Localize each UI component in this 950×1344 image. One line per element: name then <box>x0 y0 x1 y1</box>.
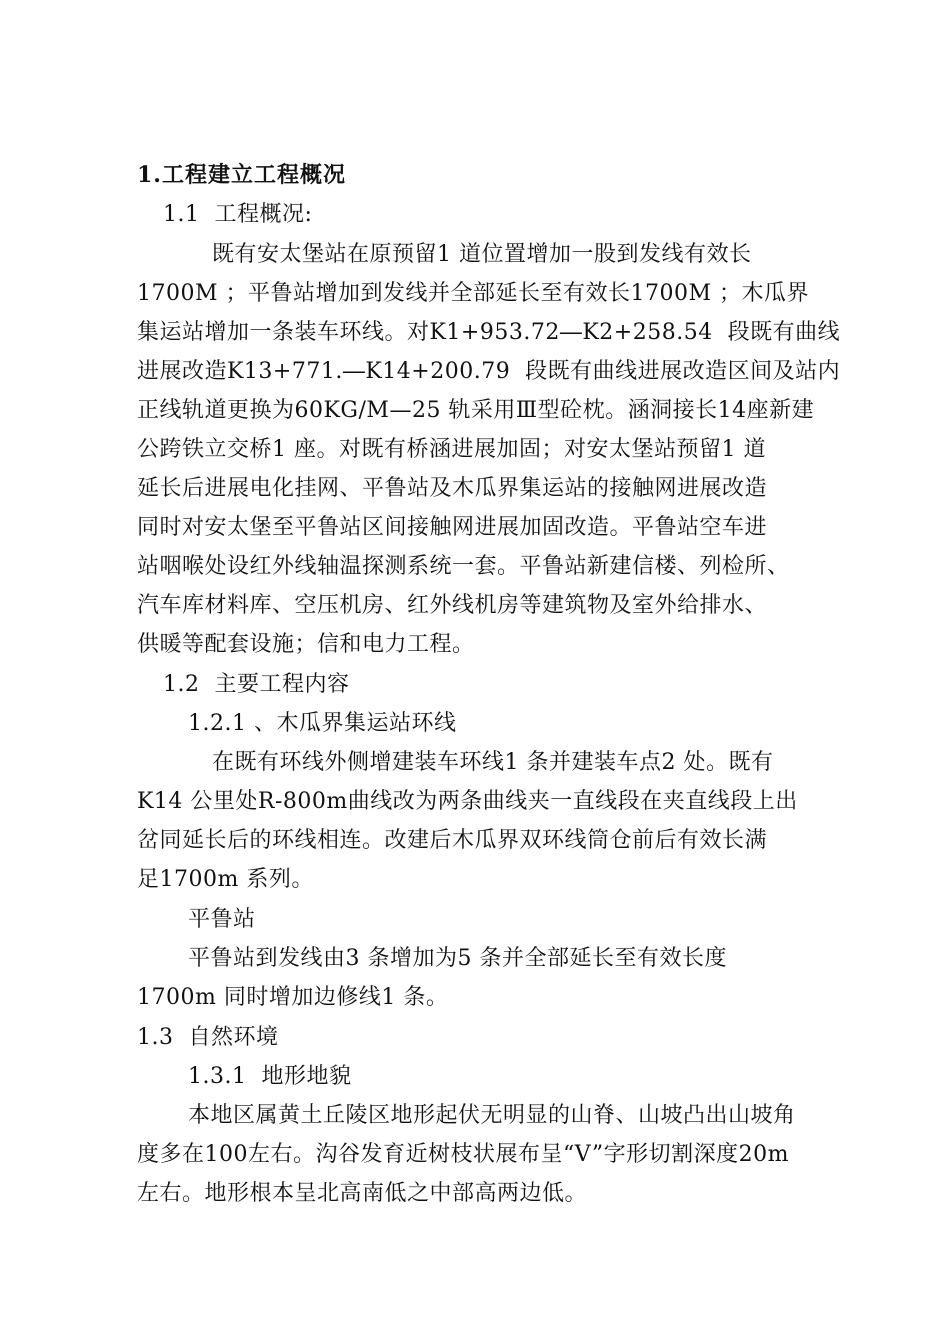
paragraph-line: 同时对安太堡至平鲁站区间接触网进展加固改造。平鲁站空车进 <box>137 515 768 540</box>
subsection-heading-1-2: 1.2 主要工程内容 <box>163 672 350 697</box>
paragraph-line: 公跨铁立交桥1 座。对既有桥涵进展加固；对安太堡站预留1 道 <box>137 437 766 462</box>
paragraph-line: 本地区属黄土丘陵区地形起伏无明显的山脊、山坡凸出山坡角 <box>188 1103 796 1128</box>
paragraph-line: K14 公里处R-800m曲线改为两条曲线夹一直线段在夹直线段上出 <box>137 789 798 814</box>
paragraph-line: 1700M ；平鲁站增加到发线并全部延长至有效长1700M ；木瓜界 <box>137 281 810 306</box>
paragraph-line: 平鲁站到发线由3 条增加为5 条并全部延长至有效长度 <box>188 946 727 971</box>
paragraph-line: 汽车库材料库、空压机房、红外线机房等建筑物及室外给排水、 <box>137 593 768 618</box>
paragraph-line: 进展改造K13+771.―K14+200.79 段既有曲线进展改造区间及站内 <box>137 359 841 384</box>
paragraph-line: 既有安太堡站在原预留1 道位置增加一股到发线有效长 <box>212 242 752 267</box>
paragraph-line: 延长后进展电化挂网、平鲁站及木瓜界集运站的接触网进展改造 <box>137 476 768 501</box>
paragraph-line: 在既有环线外侧增建装车环线1 条并建装车点2 处。既有 <box>212 750 774 775</box>
paragraph-line: 足1700m 系列。 <box>137 867 314 892</box>
paragraph-line: 左右。地形根本呈北高南低之中部高两边低。 <box>137 1181 588 1206</box>
subsection-heading-1-1: 1.1 工程概况: <box>163 202 313 227</box>
section-title: 1.工程建立工程概况 <box>137 162 346 188</box>
item-heading-1-2-1: 1.2.1 、木瓜界集运站环线 <box>188 711 457 736</box>
paragraph-line: 岔同延长后的环线相连。改建后木瓜界双环线筒仓前后有效长满 <box>137 828 768 853</box>
paragraph-line: 供暖等配套设施；信和电力工程。 <box>137 632 475 657</box>
paragraph-line: 1700m 同时增加边修线1 条。 <box>137 985 449 1010</box>
subsection-heading-1-3: 1.3 自然环境 <box>137 1025 279 1050</box>
paragraph-line: 站咽喉处设红外线轴温探测系统一套。平鲁站新建信楼、列检所、 <box>137 554 790 579</box>
item-heading-pinglu: 平鲁站 <box>188 907 256 932</box>
paragraph-line: 集运站增加一条装车环线。对K1+953.72―K2+258.54 段既有曲线 <box>137 320 841 345</box>
item-heading-1-3-1: 1.3.1 地形地貌 <box>188 1064 352 1089</box>
paragraph-line: 正线轨道更换为60KG/M—25 轨采用Ⅲ型砼枕。涵洞接长14座新建 <box>137 398 815 423</box>
paragraph-line: 度多在100左右。沟谷发育近树枝状展布呈“V”字形切割深度20m <box>137 1142 790 1167</box>
